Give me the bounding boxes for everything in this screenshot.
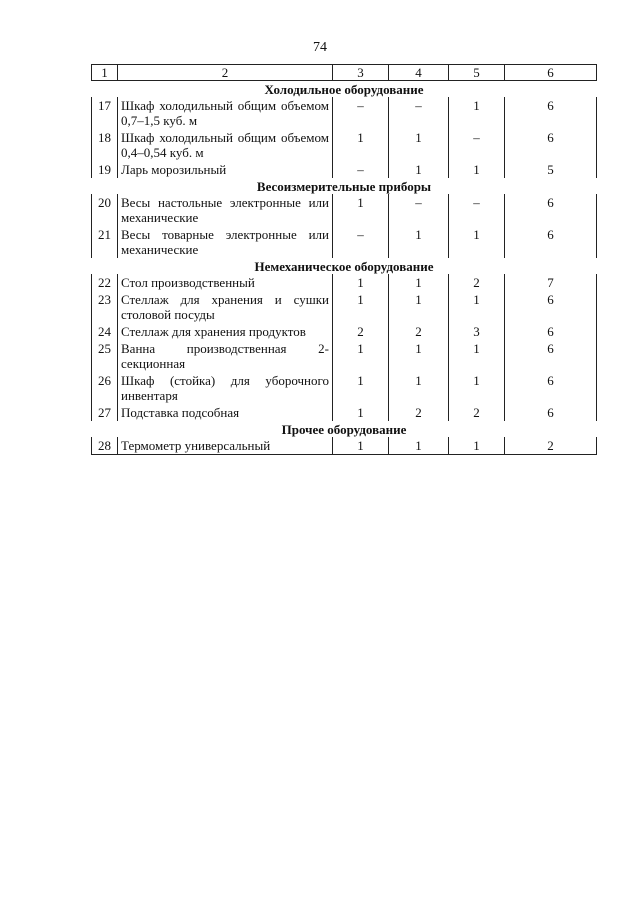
- value-col-3: –: [333, 161, 389, 178]
- value-col-3: 1: [333, 194, 389, 226]
- item-name: Термометр универсальный: [118, 437, 333, 455]
- row-number: 21: [92, 226, 118, 258]
- item-name: Стол производственный: [118, 274, 333, 291]
- table-row: [92, 323, 597, 340]
- value-col-5: –: [449, 129, 505, 161]
- value-col-3: 1: [333, 291, 389, 323]
- page-number: 74: [313, 40, 327, 55]
- value-col-4: 1: [389, 372, 449, 404]
- column-number: 5: [449, 65, 505, 81]
- row-number: 28: [92, 437, 118, 455]
- value-col-5: –: [449, 194, 505, 226]
- value-col-4: 1: [389, 437, 449, 455]
- table-row: [92, 97, 597, 129]
- table-row: [92, 437, 597, 455]
- row-number: 25: [92, 340, 118, 372]
- section-heading: Весоизмерительные приборы: [256, 179, 432, 194]
- value-col-4: 1: [389, 161, 449, 178]
- row-number: 24: [92, 323, 118, 340]
- value-col-6: 6: [505, 226, 597, 258]
- item-name: Ванна производственная 2-секционная: [118, 340, 333, 372]
- value-col-4: 1: [389, 274, 449, 291]
- column-number: 3: [333, 65, 389, 81]
- value-col-6: 6: [505, 291, 597, 323]
- section-heading: Немеханическое оборудование: [254, 259, 434, 274]
- value-col-5: 1: [449, 161, 505, 178]
- item-name: Весы товарные электронные или механические: [118, 226, 333, 258]
- value-col-3: –: [333, 226, 389, 258]
- column-number: 2: [118, 65, 333, 81]
- value-col-3: –: [333, 97, 389, 129]
- value-col-5: 1: [449, 372, 505, 404]
- item-name: Стеллаж для хранения продуктов: [118, 323, 333, 340]
- column-number: 1: [92, 65, 118, 81]
- equipment-table: [91, 64, 597, 455]
- value-col-5: 2: [449, 274, 505, 291]
- table-row: [92, 340, 597, 372]
- value-col-6: 7: [505, 274, 597, 291]
- value-col-6: 6: [505, 97, 597, 129]
- value-col-3: 2: [333, 323, 389, 340]
- row-number: 23: [92, 291, 118, 323]
- table-row: [92, 194, 597, 226]
- section-heading-row: [92, 421, 597, 437]
- item-name: Шкаф холодильный общим объемом 0,4–0,54 куб. м: [118, 129, 333, 161]
- section-heading-row: [92, 178, 597, 194]
- value-col-5: 3: [449, 323, 505, 340]
- row-number: 27: [92, 404, 118, 421]
- row-number: 18: [92, 129, 118, 161]
- value-col-5: 2: [449, 404, 505, 421]
- section-heading-row: [92, 258, 597, 274]
- section-heading-row: [92, 81, 597, 98]
- value-col-6: 6: [505, 404, 597, 421]
- value-col-3: 1: [333, 437, 389, 455]
- section-heading: Холодильное оборудование: [264, 82, 424, 97]
- table-row: [92, 274, 597, 291]
- value-col-5: 1: [449, 226, 505, 258]
- table-row: [92, 129, 597, 161]
- table-row: [92, 161, 597, 178]
- value-col-4: 1: [389, 129, 449, 161]
- value-col-5: 1: [449, 291, 505, 323]
- value-col-4: 1: [389, 340, 449, 372]
- row-number: 26: [92, 372, 118, 404]
- row-number: 19: [92, 161, 118, 178]
- value-col-4: –: [389, 97, 449, 129]
- value-col-6: 2: [505, 437, 597, 455]
- value-col-3: 1: [333, 404, 389, 421]
- item-name: Весы настольные электронные или механические: [118, 194, 333, 226]
- column-number: 6: [505, 65, 597, 81]
- equipment-table-body: [92, 65, 597, 455]
- column-number-row: [92, 65, 597, 81]
- table-row: [92, 291, 597, 323]
- section-heading: Прочее оборудование: [281, 422, 407, 437]
- value-col-6: 6: [505, 323, 597, 340]
- value-col-3: 1: [333, 129, 389, 161]
- value-col-4: 2: [389, 323, 449, 340]
- value-col-6: 6: [505, 194, 597, 226]
- table-row: [92, 372, 597, 404]
- value-col-3: 1: [333, 274, 389, 291]
- value-col-5: 1: [449, 340, 505, 372]
- item-name: Шкаф (стойка) для уборочного инвентаря: [118, 372, 333, 404]
- value-col-3: 1: [333, 372, 389, 404]
- item-name: Стеллаж для хранения и сушки столовой посуды: [118, 291, 333, 323]
- item-name: Шкаф холодильный общим объемом 0,7–1,5 куб. м: [118, 97, 333, 129]
- value-col-4: 1: [389, 226, 449, 258]
- table-row: [92, 226, 597, 258]
- row-number: 20: [92, 194, 118, 226]
- row-number: 22: [92, 274, 118, 291]
- value-col-3: 1: [333, 340, 389, 372]
- table-row: [92, 404, 597, 421]
- column-number: 4: [389, 65, 449, 81]
- value-col-6: 6: [505, 129, 597, 161]
- row-number: 17: [92, 97, 118, 129]
- value-col-6: 5: [505, 161, 597, 178]
- value-col-6: 6: [505, 340, 597, 372]
- value-col-6: 6: [505, 372, 597, 404]
- value-col-4: –: [389, 194, 449, 226]
- value-col-4: 1: [389, 291, 449, 323]
- value-col-4: 2: [389, 404, 449, 421]
- value-col-5: 1: [449, 97, 505, 129]
- item-name: Ларь морозильный: [118, 161, 333, 178]
- item-name: Подставка подсобная: [118, 404, 333, 421]
- value-col-5: 1: [449, 437, 505, 455]
